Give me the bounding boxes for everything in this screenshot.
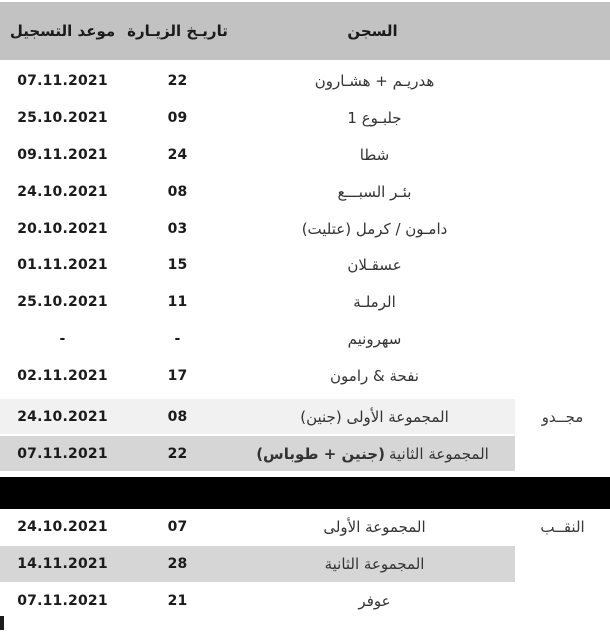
- prison-name-bold: (جنين + طوباس): [256, 444, 385, 463]
- visit-date-cell: 15: [167, 257, 188, 274]
- registration-date-cell: 02.11.2021: [17, 367, 108, 384]
- visit-date-cell: 09: [167, 110, 188, 127]
- prison-name: المجموعة الثانية: [324, 555, 425, 574]
- header-group-spacer: [515, 2, 610, 60]
- registration-date-cell: 07.11.2021: [0, 436, 125, 471]
- prison-name: عسقـلان: [347, 256, 402, 275]
- prison-name-cell: [230, 137, 515, 174]
- group-label: [515, 210, 610, 247]
- visit-date-cell: 22: [125, 436, 230, 471]
- section-divider-bar: [0, 477, 610, 509]
- header-prison: السجن: [347, 22, 398, 40]
- table-row: [0, 582, 610, 619]
- group-label: [515, 63, 610, 100]
- registration-date-cell: 25.10.2021: [17, 110, 108, 127]
- table-row: [0, 399, 610, 434]
- group-label: [515, 321, 610, 358]
- visit-date-cell: 21: [167, 592, 188, 609]
- group-label: النقــب: [540, 518, 585, 537]
- prison-name: المجموعة الأولى: [323, 518, 426, 537]
- table-row: [0, 173, 610, 210]
- group-label: [515, 546, 610, 583]
- section-general: [0, 63, 610, 394]
- prison-name: هدريـم + هشـارون: [314, 72, 435, 91]
- table-row: [0, 321, 610, 358]
- prison-name-cell: [230, 436, 515, 471]
- prison-name: الرملـة: [353, 293, 396, 312]
- visit-date-cell: 11: [167, 294, 188, 311]
- table-row: [0, 137, 610, 174]
- prison-name-cell: [230, 173, 515, 210]
- prison-name: بئـر السبـــع: [337, 182, 412, 201]
- registration-date-cell: 24.10.2021: [0, 399, 125, 434]
- visit-date-cell: 17: [167, 367, 188, 384]
- group-label: [515, 357, 610, 394]
- prison-name: نفحة & رامون: [330, 366, 419, 385]
- group-label: [515, 582, 610, 619]
- prison-name: جلبـوع 1: [347, 109, 402, 128]
- table-row: [0, 509, 610, 546]
- group-label: [515, 173, 610, 210]
- prison-name-cell: [230, 582, 515, 619]
- prison-name-cell: [230, 247, 515, 284]
- table-row: [0, 100, 610, 137]
- section-megiddo: [0, 399, 610, 471]
- visit-date-cell: 08: [125, 399, 230, 434]
- group-label: مجــدو: [541, 407, 584, 426]
- prison-name-cell: [230, 399, 515, 434]
- prison-name: عوفر: [358, 591, 391, 610]
- table-row: [0, 210, 610, 247]
- group-label: [515, 137, 610, 174]
- table-row: [0, 546, 610, 583]
- registration-date-cell: 24.10.2021: [17, 183, 108, 200]
- section-naqab: [0, 509, 610, 619]
- group-label: [515, 247, 610, 284]
- registration-date-cell: 09.11.2021: [17, 146, 108, 163]
- visit-date-cell: 28: [125, 546, 230, 583]
- visit-date-cell: 22: [167, 73, 188, 90]
- registration-date-cell: 20.10.2021: [17, 220, 108, 237]
- table-row: [0, 63, 610, 100]
- prison-name-cell: [230, 63, 515, 100]
- registration-date-cell: 25.10.2021: [17, 294, 108, 311]
- prison-name-cell: [230, 321, 515, 358]
- prison-name: المجموعة الأولى (جنين): [300, 407, 449, 426]
- prison-name: سهرونيم: [347, 329, 402, 348]
- group-label: [515, 100, 610, 137]
- group-label: [515, 284, 610, 321]
- visit-date-cell: 03: [167, 220, 188, 237]
- prison-name-cell: [230, 546, 515, 583]
- registration-date-cell: 07.11.2021: [17, 73, 108, 90]
- prison-name-cell: [230, 100, 515, 137]
- header-registration-date: موعد التسجيل: [9, 22, 116, 40]
- prison-name-cell: [230, 509, 515, 546]
- prison-name: شطا: [359, 145, 390, 164]
- visit-date-cell: 24: [167, 146, 188, 163]
- registration-date-cell: 07.11.2021: [17, 592, 108, 609]
- registration-date-cell: 14.11.2021: [0, 546, 125, 583]
- prison-name: المجموعة الثانية: [388, 444, 489, 463]
- table-row: [0, 357, 610, 394]
- group-label: [515, 436, 610, 471]
- bottom-left-mark: [0, 616, 4, 630]
- table-row: [0, 284, 610, 321]
- table-row: [0, 436, 610, 471]
- prison-name-cell: [230, 210, 515, 247]
- visit-date-cell: -: [174, 330, 181, 347]
- registration-date-cell: 01.11.2021: [17, 257, 108, 274]
- prison-name-cell: [230, 284, 515, 321]
- table-row: [0, 247, 610, 284]
- table-header-row: [0, 2, 610, 60]
- header-visit-date: تاريـخ الزيـارة: [127, 22, 228, 40]
- registration-date-cell: 24.10.2021: [17, 519, 108, 536]
- registration-date-cell: -: [59, 330, 66, 347]
- prison-name: دامـون / كرمل (عتليت): [301, 219, 448, 238]
- visit-date-cell: 08: [167, 183, 188, 200]
- visit-date-cell: 07: [167, 519, 188, 536]
- prison-name-cell: [230, 357, 515, 394]
